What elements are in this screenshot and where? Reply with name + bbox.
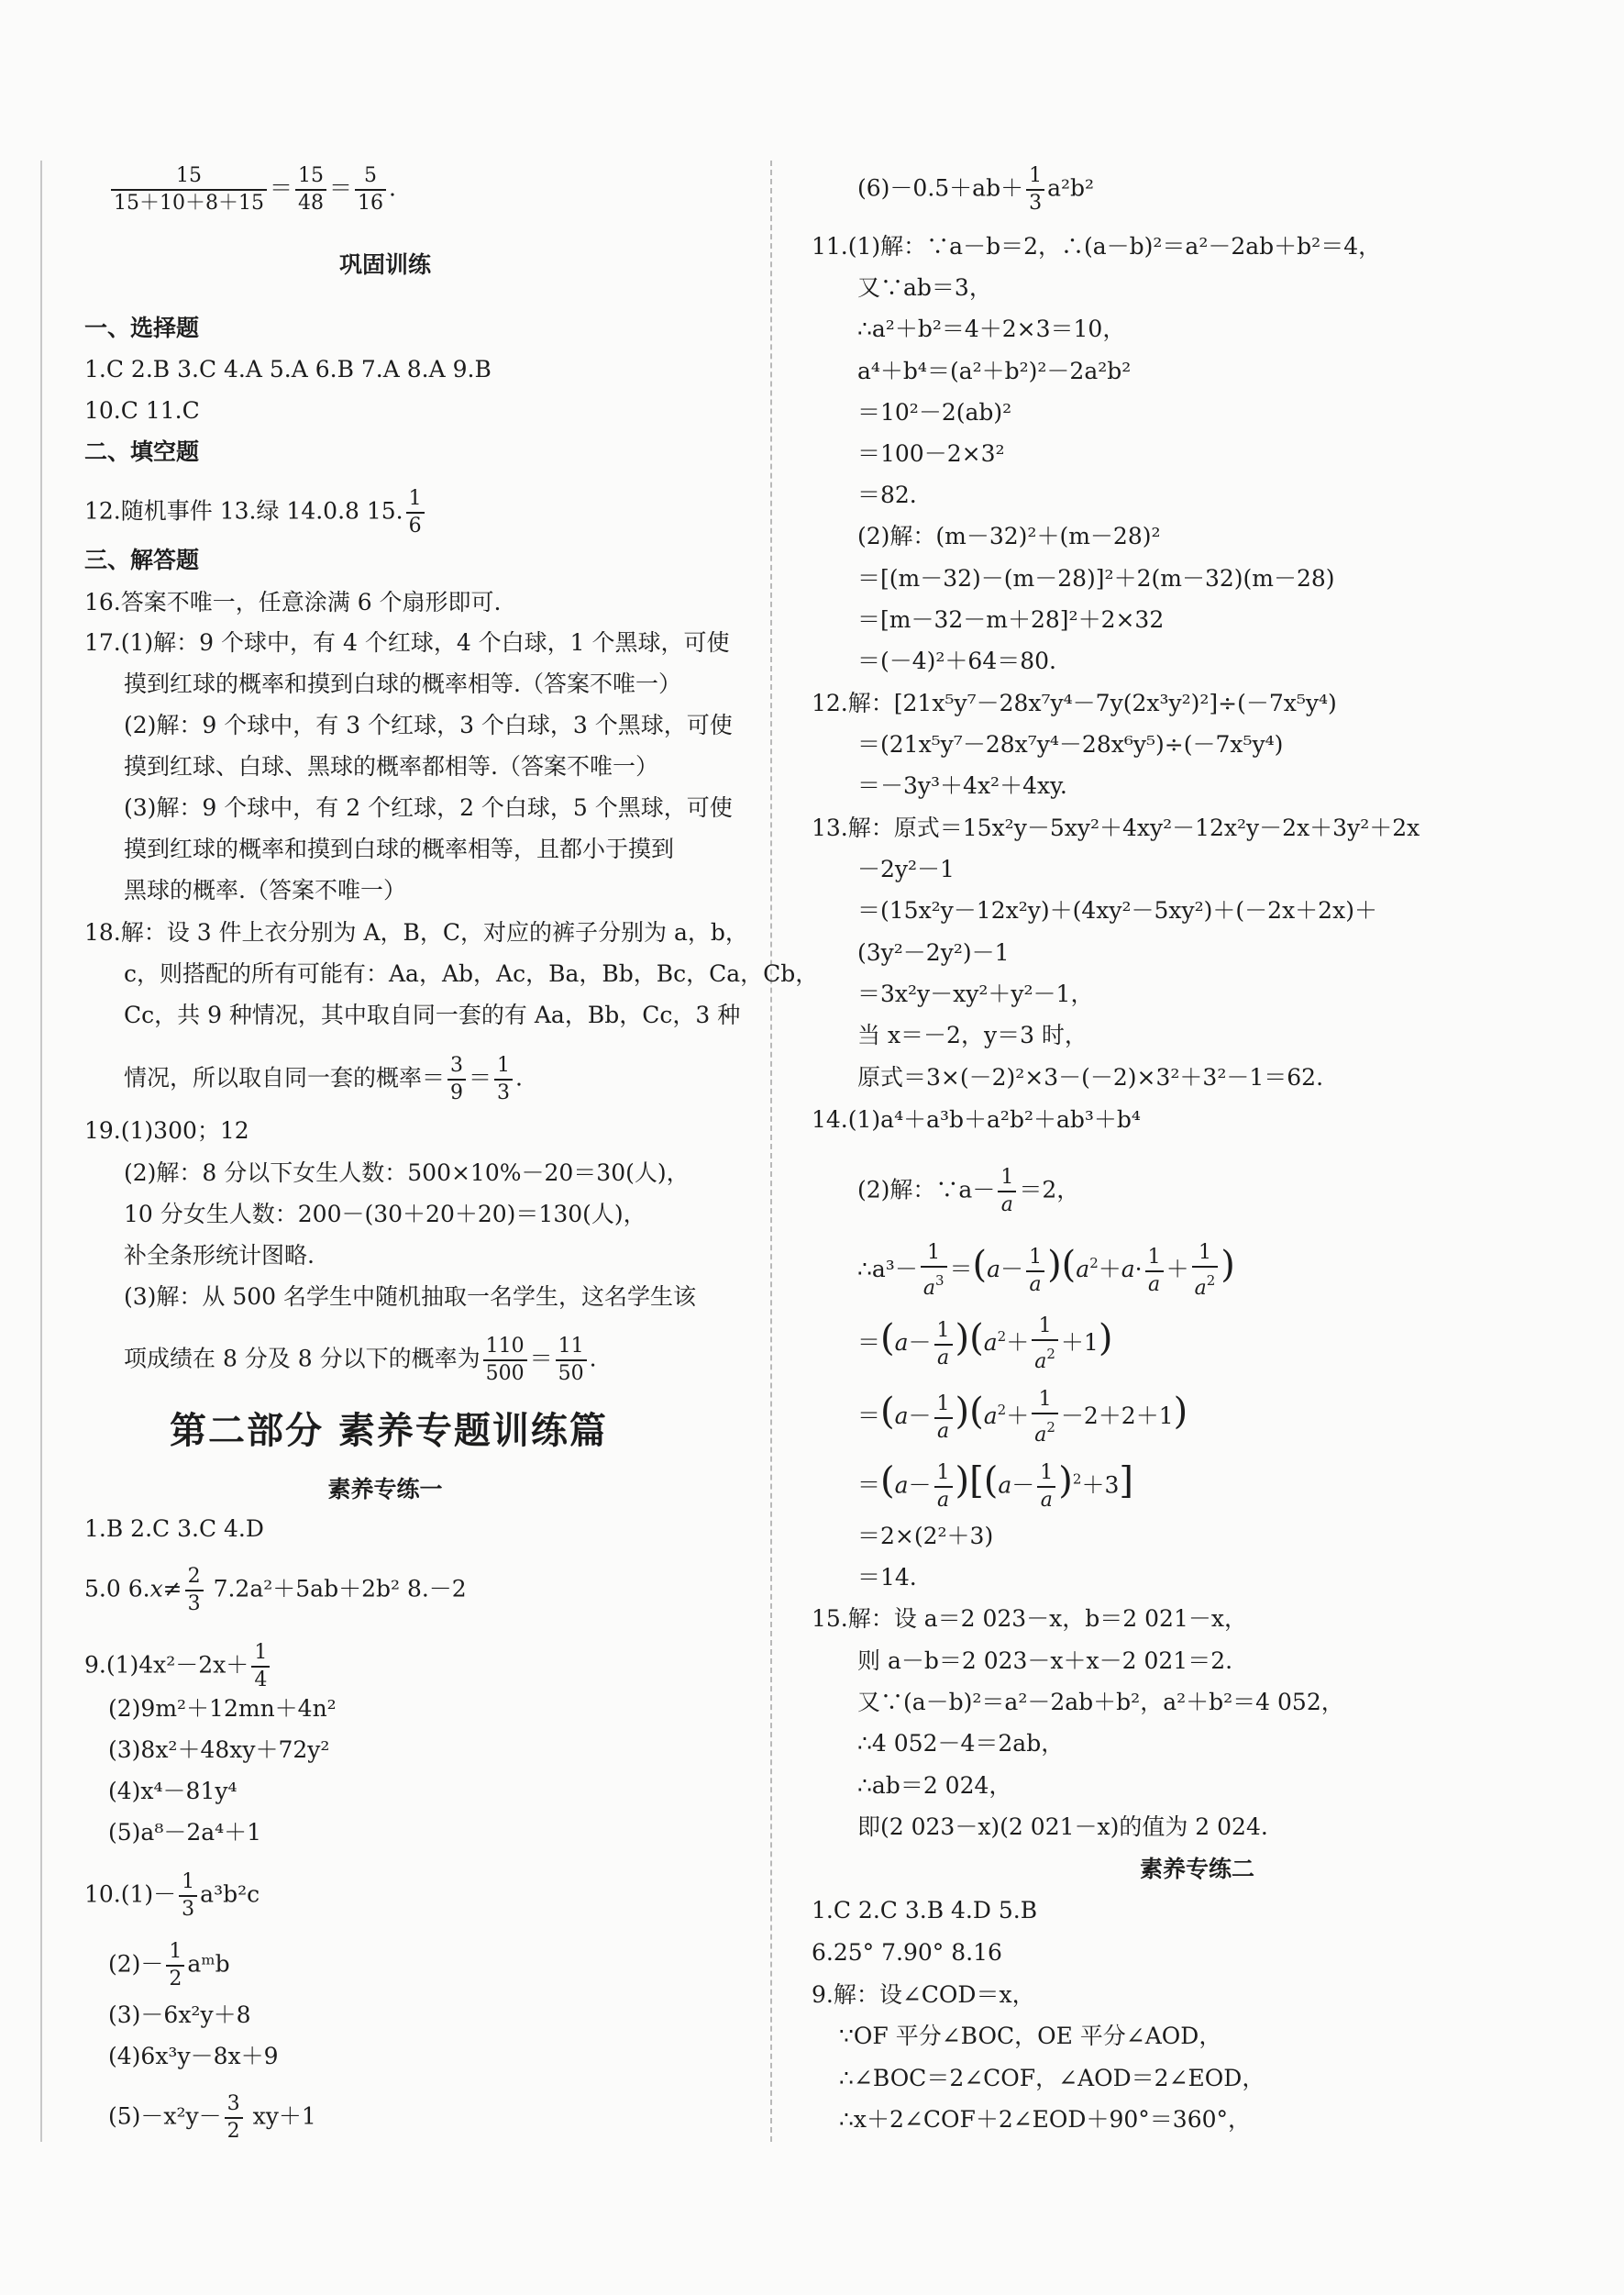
q17-line: (2)解：9 个球中，有 3 个红球，3 个白球，3 个黑球，可使: [124, 712, 733, 738]
q11-line: ＝100－2×3²: [857, 440, 1005, 467]
q11-line: ∴a²＋b²＝4＋2×3＝10，: [857, 316, 1126, 342]
fraction: $\frac{15}{15+10+8+15}$: [111, 163, 267, 216]
s2-answers-1: 1.C 2.C 3.B 4.D 5.B: [812, 1897, 1038, 1924]
fill-answers: 12.随机事件 13.绿 14.0.8 15. $\frac{1}{6}$: [84, 486, 427, 539]
special-training-2-title: 素养专练二: [1139, 1856, 1254, 1882]
q18-line: 18.解：设 3 件上衣分别为 A，B，C，对应的裤子分别为 a，b，: [84, 919, 748, 946]
q17-line: 黑球的概率.（答案不唯一）: [124, 877, 406, 904]
q15-line: ∴4 052－4＝2ab，: [857, 1730, 1065, 1757]
q10-line: (3)－6x²y＋8: [108, 2001, 251, 2028]
q9r-line: ∴∠BOC＝2∠COF，∠AOD＝2∠EOD，: [839, 2065, 1265, 2091]
section-choice-heading: 一、选择题: [84, 315, 200, 341]
q19-line: 19.(1)300；12: [84, 1117, 249, 1144]
q11-line: ＝[(m－32)－(m－28)]²＋2(m－32)(m－28): [857, 565, 1335, 592]
q15-line: 即(2 023－x)(2 021－x)的值为 2 024.: [857, 1813, 1268, 1840]
q13-line: 原式＝3×(－2)²×3－(－2)×3²＋3²－1＝62.: [857, 1064, 1324, 1091]
fraction: $\frac{1}{3}$: [494, 1053, 513, 1106]
fraction: $\frac{11}{50}$: [556, 1334, 587, 1387]
fraction: $\frac{110}{500}$: [483, 1334, 527, 1387]
fraction: $\frac{5}{16}$: [355, 163, 386, 216]
q17-line: 摸到红球的概率和摸到白球的概率相等，且都小于摸到: [124, 836, 675, 862]
q17-line: 摸到红球、白球、黑球的概率都相等.（答案不唯一）: [124, 753, 658, 780]
q17-line: 摸到红球的概率和摸到白球的概率相等.（答案不唯一）: [124, 671, 681, 697]
q10-line: 10.(1)－ $\frac{1}{3}$ a³b²c: [84, 1870, 260, 1921]
s2-answers-2: 6.25° 7.90° 8.16: [812, 1939, 1002, 1966]
q19-line: (3)解：从 500 名学生中随机抽取一名学生，这名学生该: [124, 1283, 697, 1310]
fraction: $\frac{2}{3}$: [185, 1564, 204, 1617]
q11-line: a⁴＋b⁴＝(a²＋b²)²－2a²b²: [857, 358, 1132, 384]
q15-line: 又∵(a－b)²＝a²－2ab＋b²，a²＋b²＝4 052，: [857, 1689, 1344, 1715]
q14-expansion-4: ＝(a－ $\frac{1}{a}$ )[(a－ $\frac{1}{a}$ )$^2$＋3]: [857, 1459, 1133, 1512]
q19-line: 项成绩在 8 分及 8 分以下的概率为 $\frac{110}{500}$ ＝ $\frac{11}{50}$ .: [124, 1335, 597, 1385]
fraction: $\frac{15}{48}$: [295, 163, 326, 216]
q12-line: 12.解：[21x⁵y⁷－28x⁷y⁴－7y(2x³y²)²]÷(－7x⁵y⁴): [812, 690, 1337, 716]
q15-line: 15.解：设 a＝2 023－x，b＝2 021－x，: [812, 1605, 1247, 1632]
left-margin-rule: [40, 161, 42, 2142]
q14-expansion-1: ∴a³－ $\frac{1}{a^3}$ ＝(a－ $\frac{1}{a}$ )($a^2+a\cdot$ $\frac{1}{a}$ ＋ $\frac{1}{a^2}$ ): [857, 1241, 1235, 1300]
s1-answers-2: 5.0 6.x≠ $\frac{2}{3}$ 7.2a²＋5ab＋2b² 8.－2: [84, 1565, 467, 1615]
q10-line: (2)－ $\frac{1}{2}$ aᵐb: [108, 1940, 230, 1990]
q14-line: ＝14.: [857, 1564, 917, 1591]
q13-line: －2y²－1: [857, 856, 955, 882]
fraction: $\frac{1}{6}$: [406, 486, 425, 539]
q11-line: ＝[m－32－m＋28]²＋2×32: [857, 606, 1165, 633]
q17-line: (3)解：9 个球中，有 2 个红球，2 个白球，5 个黑球，可使: [124, 794, 733, 821]
q11-line: 11.(1)解：∵a－b＝2，∴(a－b)²＝a²－2ab＋b²＝4，: [812, 233, 1382, 260]
choice-answers-1: 1.C 2.B 3.C 4.A 5.A 6.B 7.A 8.A 9.B: [84, 356, 492, 382]
q9-line: (3)8x²＋48xy＋72y²: [108, 1736, 330, 1763]
q9-line: 9.(1)4x²－2x＋ $\frac{1}{4}$: [84, 1640, 272, 1693]
q11-line: ＝10²－2(ab)²: [857, 399, 1012, 426]
special-training-1-title: 素养专练一: [327, 1476, 443, 1502]
r6-line: (6)－0.5＋ab＋ $\frac{1}{3}$ a²b²: [857, 164, 1095, 215]
q16: 16.答案不唯一，任意涂满 6 个扇形即可.: [84, 589, 502, 615]
q13-line: (3y²－2y²)－1: [857, 939, 1010, 966]
q13-line: 当 x＝－2，y＝3 时，: [857, 1022, 1088, 1048]
q13-line: 13.解：原式＝15x²y－5xy²＋4xy²－12x²y－2x＋3y²＋2x: [812, 815, 1420, 841]
fraction: $\frac{1}{2}$: [166, 1939, 184, 1992]
q9r-line: 9.解：设∠COD＝x，: [812, 1981, 1035, 2008]
s1-answers-1: 1.B 2.C 3.C 4.D: [84, 1515, 264, 1542]
q14-line: ＝2×(2²＋3): [857, 1523, 994, 1549]
top-fraction-line: $\frac{15}{15+10+8+15}$ ＝ $\frac{15}{48}$ ＝ $\frac{5}{16}$ .: [108, 163, 396, 216]
q17-line: 17.(1)解：9 个球中，有 4 个红球，4 个白球，1 个黑球，可使: [84, 629, 730, 656]
q15-line: ∴ab＝2 024，: [857, 1772, 1012, 1799]
q18-line: Cc，共 9 种情况，其中取自同一套的有 Aa，Bb，Cc，3 种: [124, 1002, 741, 1028]
q9-line: (2)9m²＋12mn＋4n²: [108, 1695, 337, 1722]
q9-line: (4)x⁴－81y⁴: [108, 1778, 238, 1804]
section-fill-heading: 二、填空题: [84, 438, 200, 465]
q19-line: (2)解：8 分以下女生人数：500×10%－20＝30(人)，: [124, 1159, 690, 1186]
section-solve-heading: 三、解答题: [84, 547, 200, 573]
fraction: $\frac{1}{3}$: [179, 1869, 197, 1923]
q18-line: c，则搭配的所有可能有：Aa，Ab，Ac，Ba，Bb，Bc，Ca，Cb，: [124, 960, 819, 987]
q19-line: 补全条形统计图略.: [124, 1242, 315, 1269]
consolidation-title: 巩固训练: [338, 251, 431, 278]
q14-line: 14.(1)a⁴＋a³b＋a²b²＋ab³＋b⁴: [812, 1106, 1141, 1133]
q10-line: (4)6x³y－8x＋9: [108, 2043, 279, 2069]
q11-line: 又∵ab＝3，: [857, 274, 992, 301]
q9r-line: ∵OF 平分∠BOC，OE 平分∠AOD，: [839, 2023, 1222, 2049]
q11-line: ＝(－4)²＋64＝80.: [857, 648, 1057, 674]
fraction: $\frac{3}{2}$: [225, 2091, 243, 2145]
fraction: $\frac{3}{9}$: [447, 1053, 466, 1106]
q14-expansion-3: ＝(a－ $\frac{1}{a}$ )($a^2+$ $\frac{1}{a^2}$ －2＋2＋1): [857, 1388, 1188, 1447]
column-divider: [770, 161, 772, 2142]
fraction: $\frac{1}{3}$: [1026, 163, 1044, 216]
q12-line: ＝(21x⁵y⁷－28x⁷y⁴－28x⁶y⁵)÷(－7x⁵y⁴): [857, 731, 1284, 758]
fraction: $\frac{1}{4}$: [251, 1640, 270, 1693]
q11-line: ＝82.: [857, 482, 917, 508]
part-two-title: 第二部分 素养专题训练篇: [170, 1410, 608, 1452]
q13-line: ＝(15x²y－12x²y)＋(4xy²－5xy²)＋(－2x＋2x)＋: [857, 897, 1377, 924]
q15-line: 则 a－b＝2 023－x＋x－2 021＝2.: [857, 1647, 1233, 1674]
q11-line: (2)解：(m－32)²＋(m－28)²: [857, 523, 1161, 549]
q12-line: ＝－3y³＋4x²＋4xy.: [857, 772, 1067, 799]
q14-expansion-2: ＝(a－ $\frac{1}{a}$ )($a^2+$ $\frac{1}{a^2}$ ＋1): [857, 1314, 1113, 1373]
q9-line: (5)a⁸－2a⁴＋1: [108, 1819, 262, 1846]
q14-line: (2)解：∵a－ $\frac{1}{a}$ ＝2，: [857, 1166, 1080, 1216]
q13-line: ＝3x²y－xy²＋y²－1，: [857, 981, 1094, 1007]
q19-line: 10 分女生人数：200－(30＋20＋20)＝130(人)，: [124, 1201, 646, 1227]
q9r-line: ∴x＋2∠COF＋2∠EOD＋90°＝360°，: [839, 2106, 1251, 2133]
q18-line: 情况，所以取自同一套的概率＝ $\frac{3}{9}$ ＝ $\frac{1}{3}$ .: [124, 1054, 523, 1104]
q10-line: (5)－x²y－ $\frac{3}{2}$ xy＋1: [108, 2092, 316, 2143]
choice-answers-2: 10.C 11.C: [84, 397, 200, 424]
